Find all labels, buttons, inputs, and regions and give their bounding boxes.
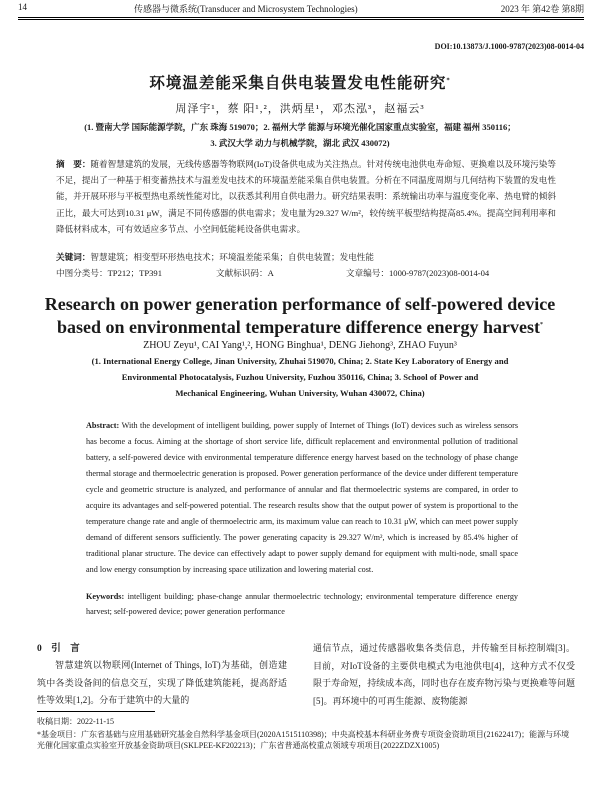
cn-keywords-label: 关键词： [56,252,91,262]
en-abstract-label: Abstract: [86,421,120,430]
en-title-line-1: Research on power generation performance of self-powered device [44,294,556,314]
cn-classification [56,267,556,279]
section-heading: 0 引 言 [37,644,80,654]
header-rule [18,17,584,18]
clc-number: 中图分类号：TP212；TP391 [56,268,162,278]
cn-affiliation-2: 3. 武汉大学 动力与机械学院，湖北 武汉 430072) [210,138,390,148]
cn-abstract [56,156,556,237]
en-title-mark: * [539,322,543,328]
en-title-line-2 [0,317,600,338]
page-number: 14 [18,2,27,12]
received-date: 收稿日期：2022-11-15 [37,717,115,726]
en-keywords-text: intelligent building; phase-change annular thermoelectric technology; environmental temperature difference energy harvest; self-powered device; power generation performance [86,592,519,616]
cn-title-mark: * [446,76,451,84]
en-title-line-2-text: based on environmental temperature difference energy harvest [57,317,540,337]
cn-affiliation-1: (1. 暨南大学 国际能源学院，广东 珠海 519070；2. 福州大学 能源与环境光催化国家重点实验室，福建 福州 350116； [84,122,516,132]
document-code: 文献标识码：A [216,268,274,278]
en-keywords-label: Keywords: [86,592,125,601]
en-affiliation-2: Environmental Photocatalysis, Fuzhou University, Fuzhou 350116, China; 3. School of Power and [121,372,479,382]
running-header [18,2,584,16]
en-abstract-text: With the development of intelligent building, power supply of Internet of Things (IoT) devices such as wireless sensors has become a focus. Aiming at the shortage of short service life, difficult replacement and environmental pollution of traditional battery, a self-powered device with environmental temperature difference energy harvest based on the technology of phase change thermal storage and thermoelectric generation is proposed. Power generation performance of the device under different temperature cycle and geometric structure is analyzed, and performance of annular and flat thermoelectric systems are compared, in order to acquire its advantages and self-powered potential. The research results show that the output power of system is proportional to the temperature change rate and angle of thermoelectric arm, its maximum value can reach to 10.31 μW, which can meet power supply demand of different sensors sufficiently. The power generating capacity is 29.327 W/m², which is increased by 85.4% higher of traditional planar structure. The device can effectively adapt to power supply demand for equipment with multi-node, small space and low energy consumption by increasing space utilization and lowering material cost. [86,421,519,574]
doi: DOI:10.13873/J.1000-9787(2023)08-0014-04 [434,42,584,51]
en-authors: ZHOU Zeyu¹, CAI Yang¹,², HONG Binghua¹, DENG Jiehong³, ZHAO Fuyun³ [143,340,457,351]
body-right-column: 通信节点，通过传感器收集各类信息，并传输至目标控制端[3]。目前，对IoT设备的主要供电模式为电池供电[4]，这种方式不仅受限于寿命短，持续成本高，同时也存在废弃物污染与更换难等问题[5]。再环境中的可再生能源、废物能源 [313,643,575,706]
en-affiliation-3: Mechanical Engineering, Wuhan University, Wuhan 430072, China) [175,388,425,398]
cn-abstract-label: 摘 要： [56,159,91,169]
body-left-column: 智慧建筑以物联网(Internet of Things, IoT)为基础，创造建筑中各类设备间的信息交互，实现了降低建筑能耗，提高舒适性等效果[1,2]。分布于建筑中的大量的 [37,660,287,705]
issue-info: 2023 年 第42卷 第8期 [500,4,584,14]
footnote-rule [37,711,155,712]
cn-keywords [56,251,556,263]
header-rule-thin [18,19,584,20]
cn-keywords-text: 智慧建筑；相变型环形热电技术；环境温差能采集；自供电装置；发电性能 [90,252,374,262]
cn-abstract-text: 随着智慧建筑的发展，无线传感器等物联网(IoT)设备供电成为关注热点。针对传统电池供电寿命短、更换难以及环境污染等不足，提出了一种基于相变蓄热技术与温差发电技术的环境温差能采集自供电装置。分析在不同温度周期与几何结构下装置的发电性能，并开展环形与平板型热电系统性能对比，以获悉其利用自供电潜力。研究结果表明：系统输出功率与温度变化率、热电臂的倾斜正比，最大可达到10.31 μW，满足不同传感器的供电需求；发电量为29.327 W/m²，较传统平板型结构提高85.4%。提高空间利用率和降低材料成本，可有效适应多节点、小空间低能耗设备供电需求。 [56,159,556,234]
en-abstract [86,418,518,578]
cn-title-text: 环境温差能采集自供电装置发电性能研究 [149,74,447,92]
article-number: 文章编号：1000-9787(2023)08-0014-04 [346,268,490,278]
fund-note: *基金项目：广东省基础与应用基础研究基金自然科学基金项目(2020A1515110398)；中央高校基本科研业务费专项资金资助项目(21622417)；能源与环境光催化国家重点实验室开放基金资助项目(SKLPEE-KF202213)；广东省普通高校重点领域专项项目(2022ZDZX1005) [37,730,570,750]
cn-authors: 周泽宇¹，蔡 阳¹,²，洪炳星¹，邓杰泓³，赵福云³ [175,103,425,115]
en-keywords [86,590,518,619]
en-affiliation-1: (1. International Energy College, Jinan University, Zhuhai 519070, China; 2. State Key Laboratory of Energy and [91,356,509,366]
cn-title [0,71,600,93]
journal-name: 传感器与微系统(Transducer and Microsystem Technologies) [134,4,358,14]
